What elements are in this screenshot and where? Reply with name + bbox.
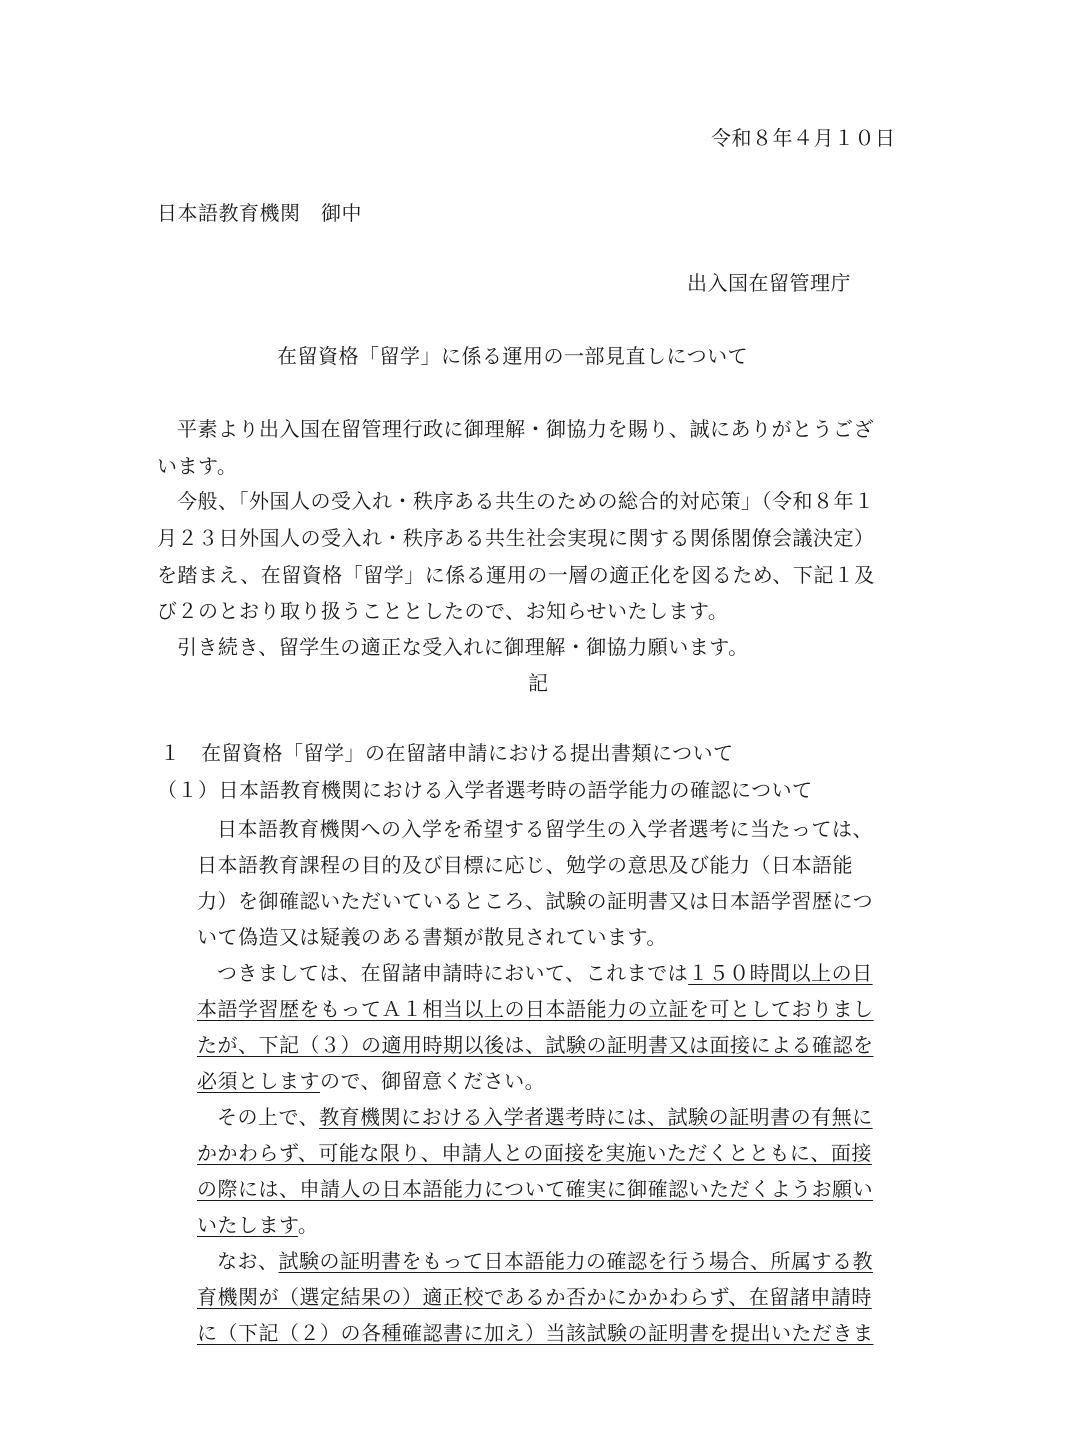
plain-text: ので、御留意ください。 [320, 1069, 546, 1093]
plain-text: 。 [297, 1213, 319, 1237]
document-title: 在留資格「留学」に係る運用の一部見直しについて [277, 344, 749, 368]
paragraph-line: 日本語教育機関への入学を希望する留学生の入学者選考に当たっては、 [217, 817, 873, 841]
intro-line: 引き続き、留学生の適正な受入れに御理解・御協力願います。 [177, 635, 749, 659]
paragraph-line: 日本語教育課程の目的及び目標に応じ、勉学の意思及び能力（日本語能 [197, 853, 853, 877]
paragraph-line [217, 1107, 873, 1127]
underlined-text: 教育機関における入学者選考時には、試験の証明書の有無に [319, 1105, 873, 1129]
intro-line: います。 [157, 454, 238, 478]
plain-text: なお、 [217, 1249, 279, 1273]
underlined-line: 本語学習歴をもってＡ１相当以上の日本語能力の立証を可としておりまし [197, 997, 874, 1021]
section-heading: １ 在留資格「留学」の在留諸申請における提出書類について [160, 741, 734, 765]
intro-line: び２のとおり取り扱うこととしたので、お知らせいたします。 [157, 599, 729, 623]
plain-text: つきましては、在留諸申請時において、これまでは [217, 961, 689, 985]
paragraph-line [197, 1071, 545, 1091]
document-date: 令和８年４月１０日 [711, 126, 896, 150]
intro-line: 平素より出入国在留管理行政に御理解・御協力を賜り、誠にありがとうござ [177, 417, 874, 441]
sender: 出入国在留管理庁 [687, 271, 851, 295]
underlined-line: かかわらず、可能な限り、申請人との面接を実施いただくとともに、面接 [197, 1141, 872, 1165]
underlined-text: いたします [197, 1213, 298, 1237]
underlined-line: 育機関が（選定結果の）適正校であるか否かにかかわらず、在留諸申請時 [197, 1285, 872, 1309]
paragraph-line: いて偽造又は疑義のある書類が散見されています。 [197, 925, 667, 949]
paragraph-line: 力）を御確認いただいているところ、試験の証明書又は日本語学習歴につ [197, 889, 874, 913]
underlined-text: 必須とします [197, 1069, 320, 1093]
intro-line: 今般、「外国人の受入れ・秩序ある共生のための総合的対応策」（令和８年１ [177, 489, 875, 513]
subsection-heading: （１）日本語教育機関における入学者選考時の語学能力の確認について [157, 778, 813, 802]
paragraph-line [217, 963, 873, 983]
underlined-line: の際には、申請人の日本語能力について確実に御確認いただくようお願い [197, 1177, 874, 1201]
paragraph-line [197, 1215, 318, 1235]
underlined-line: に（下記（２）の各種確認書に加え）当該試験の証明書を提出いただきま [197, 1321, 874, 1345]
intro-line: を踏まえ、在留資格「留学」に係る運用の一層の適正化を図るため、下記１及 [157, 563, 875, 587]
plain-text: その上で、 [217, 1105, 320, 1129]
underlined-text: １５０時間以上の日 [688, 961, 873, 985]
intro-line: 月２３日外国人の受入れ・秩序ある共生社会実現に関する関係閣僚会議決定） [157, 526, 875, 550]
underlined-line: たが、下記（３）の適用時期以後は、試験の証明書又は面接による確認を [197, 1033, 874, 1057]
paragraph-line [217, 1251, 873, 1271]
recipient: 日本語教育機関 御中 [157, 201, 362, 225]
ki-heading: 記 [528, 671, 549, 695]
underlined-text: 試験の証明書をもって日本語能力の確認を行う場合、所属する教 [278, 1249, 873, 1273]
